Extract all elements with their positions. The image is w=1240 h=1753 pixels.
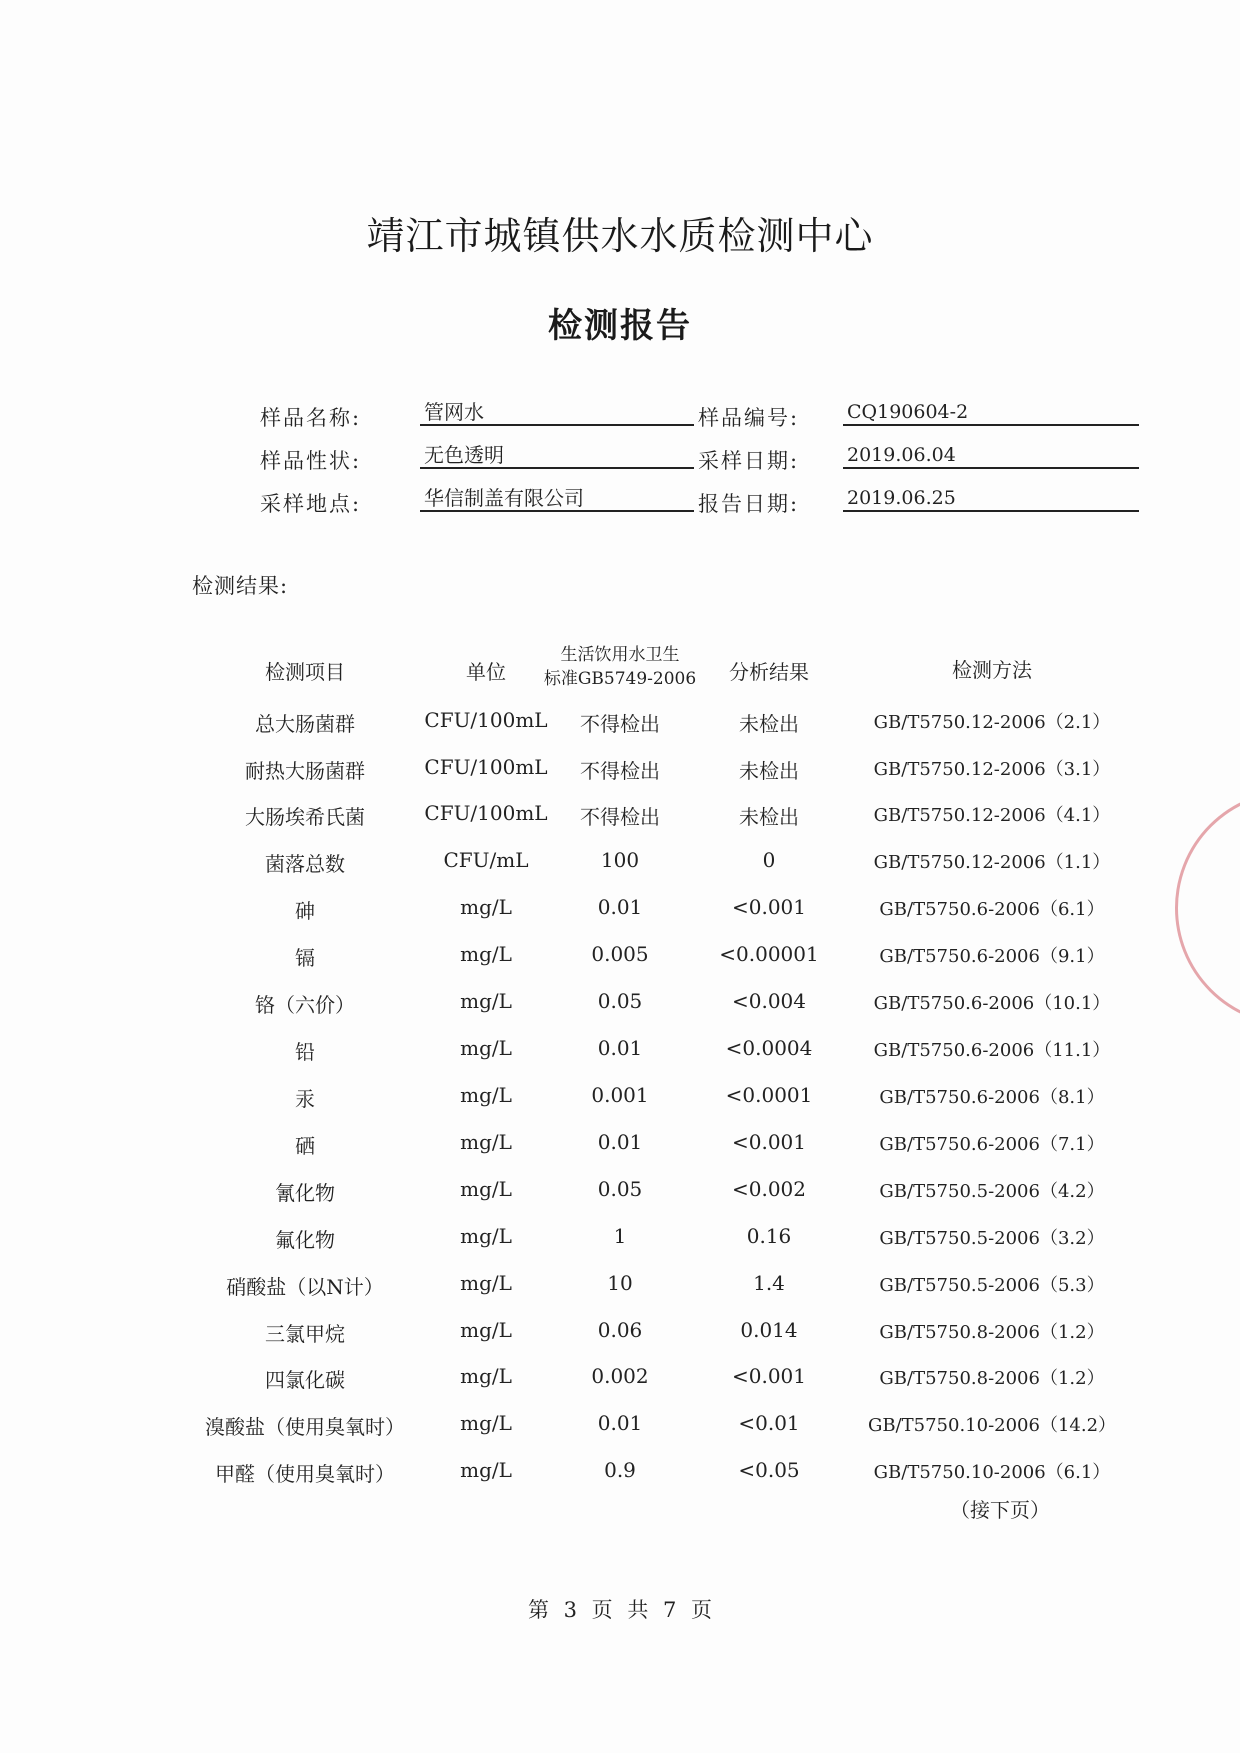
- cell-result: <0.00001: [719, 942, 819, 966]
- cell-unit: mg/L: [460, 1271, 512, 1295]
- header-method: 检测方法: [952, 658, 1032, 682]
- cell-unit: CFU/100mL: [424, 755, 548, 779]
- cell-result: 0: [762, 848, 776, 872]
- cell-standard: 不得检出: [580, 805, 660, 829]
- cell-standard: 0.05: [597, 989, 643, 1013]
- cell-unit: mg/L: [460, 895, 512, 919]
- cell-item: 铅: [295, 1040, 315, 1064]
- cell-result: <0.01: [738, 1411, 800, 1435]
- cell-method: GB/T5750.8-2006（1.2）: [879, 1368, 1105, 1389]
- cell-item: 菌落总数: [265, 852, 345, 876]
- report-date-label: 报告日期:: [698, 492, 800, 516]
- cell-item: 四氯化碳: [265, 1368, 345, 1392]
- header-standard-line1: 生活饮用水卫生: [560, 645, 680, 665]
- cell-unit: CFU/mL: [443, 848, 529, 872]
- cell-item: 大肠埃希氏菌: [245, 805, 365, 829]
- header-result: 分析结果: [729, 660, 809, 684]
- cell-item: 氟化物: [275, 1228, 335, 1252]
- cell-standard: 0.01: [597, 1036, 643, 1060]
- cell-unit: mg/L: [460, 1130, 512, 1154]
- cell-unit: mg/L: [460, 1318, 512, 1342]
- cell-item: 铬（六价）: [255, 993, 355, 1017]
- cell-method: GB/T5750.12-2006（2.1）: [873, 712, 1111, 733]
- cell-result: 未检出: [739, 759, 799, 783]
- sampling-date-value: 2019.06.04: [843, 441, 1139, 469]
- cell-standard: 0.06: [597, 1318, 643, 1342]
- cell-standard: 不得检出: [580, 712, 660, 736]
- cell-result: 1.4: [753, 1271, 785, 1295]
- cell-standard: 0.01: [597, 895, 643, 919]
- cell-method: GB/T5750.5-2006（4.2）: [879, 1181, 1105, 1202]
- cell-result: <0.0001: [725, 1083, 813, 1107]
- cell-unit: mg/L: [460, 1177, 512, 1201]
- sample-state-label: 样品性状:: [260, 449, 362, 473]
- cell-result: 0.014: [740, 1318, 798, 1342]
- header-standard-line2: 标准GB5749-2006: [543, 669, 697, 689]
- cell-standard: 0.9: [604, 1458, 636, 1482]
- cell-method: GB/T5750.12-2006（1.1）: [873, 852, 1111, 873]
- cell-result: 未检出: [739, 712, 799, 736]
- cell-result: <0.0004: [725, 1036, 813, 1060]
- results-label: 检测结果:: [192, 574, 289, 598]
- page-number: 第 3 页 共 7 页: [527, 1598, 713, 1622]
- cell-result: <0.001: [731, 1130, 807, 1154]
- sampling-date-label: 采样日期:: [698, 449, 800, 473]
- cell-result: 0.16: [746, 1224, 792, 1248]
- cell-method: GB/T5750.6-2006（11.1）: [873, 1040, 1111, 1061]
- cell-unit: mg/L: [460, 989, 512, 1013]
- cell-method: GB/T5750.12-2006（3.1）: [873, 759, 1111, 780]
- cell-standard: 0.01: [597, 1130, 643, 1154]
- cell-item: 溴酸盐（使用臭氧时）: [205, 1415, 405, 1439]
- seal-stamp: [1175, 790, 1240, 1026]
- sample-state-value: 无色透明: [420, 441, 694, 469]
- cell-standard: 0.01: [597, 1411, 643, 1435]
- cell-method: GB/T5750.8-2006（1.2）: [879, 1322, 1105, 1343]
- sample-name-value: 管网水: [420, 398, 694, 426]
- cell-unit: mg/L: [460, 942, 512, 966]
- sample-name-label: 样品名称:: [260, 406, 362, 430]
- header-unit: 单位: [466, 660, 506, 684]
- cell-item: 耐热大肠菌群: [245, 759, 365, 783]
- cell-method: GB/T5750.5-2006（3.2）: [879, 1228, 1105, 1249]
- cell-standard: 10: [607, 1271, 633, 1295]
- cell-method: GB/T5750.6-2006（6.1）: [879, 899, 1105, 920]
- sampling-site-label: 采样地点:: [260, 492, 362, 516]
- cell-unit: CFU/100mL: [424, 801, 548, 825]
- cell-item: 砷: [295, 899, 315, 923]
- sample-no-value: CQ190604-2: [843, 398, 1139, 426]
- cell-result: <0.05: [738, 1458, 800, 1482]
- cell-standard: 0.001: [591, 1083, 649, 1107]
- cell-method: GB/T5750.10-2006（6.1）: [873, 1462, 1111, 1483]
- cell-unit: CFU/100mL: [424, 708, 548, 732]
- cell-method: GB/T5750.10-2006（14.2）: [867, 1415, 1117, 1436]
- cell-unit: mg/L: [460, 1458, 512, 1482]
- cell-standard: 不得检出: [580, 759, 660, 783]
- cell-item: 镉: [295, 946, 315, 970]
- cell-unit: mg/L: [460, 1364, 512, 1388]
- cell-item: 硝酸盐（以N计）: [226, 1275, 384, 1299]
- report-title: 检测报告: [548, 306, 692, 346]
- cell-method: GB/T5750.12-2006（4.1）: [873, 805, 1111, 826]
- cell-item: 甲醛（使用臭氧时）: [215, 1462, 395, 1486]
- sampling-site-value: 华信制盖有限公司: [420, 484, 694, 512]
- cell-standard: 0.05: [597, 1177, 643, 1201]
- cell-unit: mg/L: [460, 1411, 512, 1435]
- report-date-value: 2019.06.25: [843, 484, 1139, 512]
- cell-standard: 0.005: [591, 942, 649, 966]
- cell-unit: mg/L: [460, 1083, 512, 1107]
- cell-item: 硒: [295, 1134, 315, 1158]
- cell-item: 汞: [295, 1087, 315, 1111]
- cell-method: GB/T5750.6-2006（10.1）: [873, 993, 1111, 1014]
- cell-unit: mg/L: [460, 1036, 512, 1060]
- org-title: 靖江市城镇供水水质检测中心: [366, 214, 874, 258]
- cell-method: GB/T5750.5-2006（5.3）: [879, 1275, 1105, 1296]
- cell-method: GB/T5750.6-2006（7.1）: [879, 1134, 1105, 1155]
- cell-result: <0.004: [731, 989, 807, 1013]
- cell-unit: mg/L: [460, 1224, 512, 1248]
- cell-result: <0.002: [731, 1177, 807, 1201]
- cell-method: GB/T5750.6-2006（9.1）: [879, 946, 1105, 967]
- cell-result: <0.001: [731, 1364, 807, 1388]
- cell-method: GB/T5750.6-2006（8.1）: [879, 1087, 1105, 1108]
- sample-no-label: 样品编号:: [698, 406, 800, 430]
- cell-result: 未检出: [739, 805, 799, 829]
- cell-item: 氰化物: [275, 1181, 335, 1205]
- header-item: 检测项目: [265, 660, 345, 684]
- cell-standard: 1: [613, 1224, 627, 1248]
- continued-note: （接下页）: [950, 1498, 1050, 1522]
- cell-standard: 100: [600, 848, 640, 872]
- cell-item: 三氯甲烷: [265, 1322, 345, 1346]
- cell-standard: 0.002: [591, 1364, 649, 1388]
- cell-item: 总大肠菌群: [255, 712, 355, 736]
- cell-result: <0.001: [731, 895, 807, 919]
